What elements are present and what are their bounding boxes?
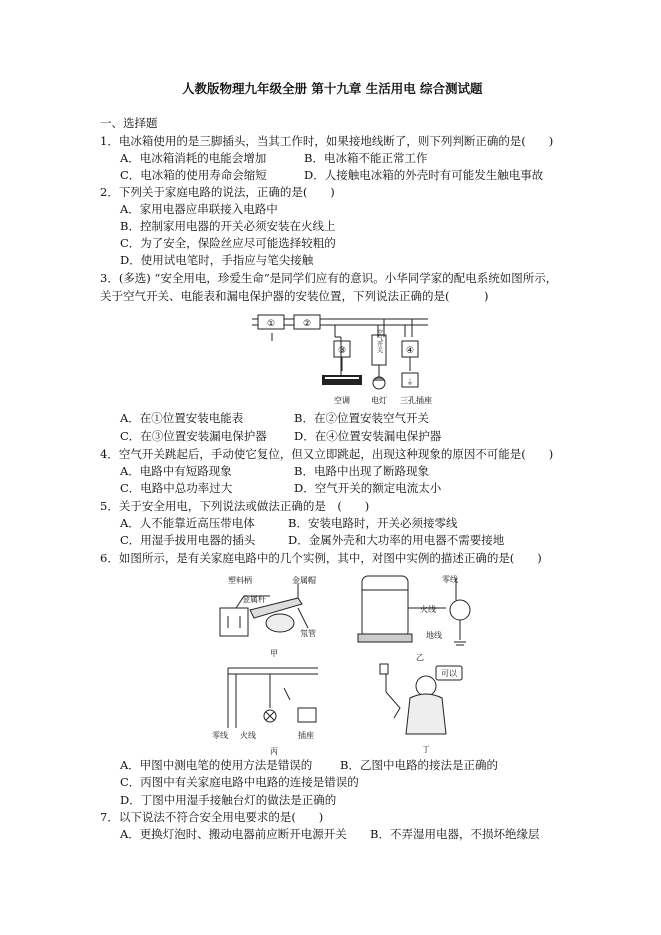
circle-2-label: ② xyxy=(302,319,312,329)
question-5-option-d: D．金属外壳和大功率的用电器不需要接地 xyxy=(288,533,505,547)
question-3-option-d: D．在④位置安装漏电保护器 xyxy=(294,429,442,443)
question-7-option-b: B．不弄湿用电器，不损坏绝缘层 xyxy=(370,827,540,841)
question-3-option-a: A．在①位置安装电能表 xyxy=(120,411,244,425)
jia-label-rod: 金属杆 xyxy=(242,595,266,604)
wall-socket xyxy=(220,608,248,636)
question-1-option-c: C．电冰箱的使用寿命会缩短 xyxy=(120,168,267,182)
air-conditioner-icon xyxy=(322,375,362,385)
question-2-option-b: B．控制家用电器的开关必须安装在火线上 xyxy=(120,219,336,233)
yi-label-ground: 地线 xyxy=(426,631,442,640)
bing-caption: 丙 xyxy=(270,747,278,756)
figure3-label-ac: 空调 xyxy=(334,396,350,405)
distribution-system-figure xyxy=(250,309,450,409)
question-5-option-c: C．用湿手拔用电器的插头 xyxy=(120,533,256,547)
question-2-option-a: A．家用电器应串联接入电路中 xyxy=(120,202,278,216)
jia-label-cap: 金属帽 xyxy=(292,576,316,585)
section-heading: 一、选择题 xyxy=(100,116,158,130)
question-2-option-d: D．使用试电笔时，手指应与笔尖接触 xyxy=(120,253,314,267)
page-title: 人教版物理九年级全册 第十九章 生活用电 综合测试题 xyxy=(182,81,483,96)
jia-label-neon: 氖管 xyxy=(300,629,316,638)
yi-label-neutral: 零线 xyxy=(442,575,458,584)
jia-label-handle: 塑料柄 xyxy=(228,576,252,585)
question-2-stem: 2．下列关于家庭电路的说法，正确的是( ) xyxy=(100,185,335,199)
question-7-option-a: A．更换灯泡时、搬动电器前应断开电源开关 xyxy=(120,827,347,841)
question-5-option-b: B．安装电路时，开关必须接零线 xyxy=(288,516,458,530)
circle-3-label: ③ xyxy=(337,346,347,356)
question-6-option-d: D．丁图中用湿手接触台灯的做法是正确的 xyxy=(120,793,337,807)
question-4-option-d: D．空气开关的额定电流太小 xyxy=(294,481,442,495)
question-1-stem: 1．电冰箱使用的是三脚插头，当其工作时，如果接地线断了，则下列判断正确的是( ) xyxy=(100,134,554,148)
air-switch-label: 空气开关 xyxy=(375,329,383,353)
question-3-option-b: B．在②位置安装空气开关 xyxy=(294,411,429,425)
bing-label-neutral: 零线 xyxy=(212,731,228,740)
bing-socket xyxy=(298,708,316,722)
question-4-option-b: B．电路中出现了断路现象 xyxy=(294,464,429,478)
question-6-option-b: B．乙图中电路的接法是正确的 xyxy=(340,758,498,772)
kettle-body xyxy=(362,576,408,638)
bing-label-live: 火线 xyxy=(240,731,256,740)
question-5-stem: 5．关于安全用电，下列说法或做法正确的是 ( ) xyxy=(100,499,370,513)
yi-caption: 乙 xyxy=(416,653,424,662)
person-head xyxy=(416,676,436,696)
jia-caption: 甲 xyxy=(270,649,278,658)
yi-socket xyxy=(450,600,470,620)
question-1-option-d: D．人接触电冰箱的外壳时有可能发生触电事故 xyxy=(304,168,544,182)
yi-label-live: 火线 xyxy=(420,605,436,614)
desk-lamp xyxy=(386,692,400,718)
question-5-option-a: A．人不能靠近高压带电体 xyxy=(120,516,255,530)
question-4-stem: 4．空气开关跳起后，手动使它复位，但又立即跳起，出现这种现象的原因不可能是( ) xyxy=(100,447,554,461)
question-3-stem: 3．(多选) “安全用电，珍爱生命”是同学们应有的意识。小华同学家的配电系统如图所示， xyxy=(100,271,558,285)
question-1-option-a: A．电冰箱消耗的电能会增加 xyxy=(120,151,267,165)
bing-label-socket: 插座 xyxy=(298,731,314,740)
figure3-label-socket: 三孔插座 xyxy=(400,396,432,405)
question-1-option-b: B．电冰箱不能正常工作 xyxy=(304,151,428,165)
question-7-stem: 7．以下说法不符合安全用电要求的是( ) xyxy=(100,810,324,824)
household-circuit-figure xyxy=(210,568,490,758)
question-4-option-a: A．电路中有短路现象 xyxy=(120,464,232,478)
question-6-option-a: A．甲图中测电笔的使用方法是错误的 xyxy=(120,758,313,772)
ding-bubble-text: 可以 xyxy=(441,669,457,678)
circle-4-label: ④ xyxy=(405,346,415,356)
question-6-option-c: C．丙图中有关家庭电路中电路的连接是错误的 xyxy=(120,775,359,789)
question-3-stem-line2: 关于空气开关、电能表和漏电保护器的安装位置，下列说法正确的是( ) xyxy=(100,289,489,303)
question-6-stem: 6．如图所示，是有关家庭电路中的几个实例，其中，对图中实例的描述正确的是( ) xyxy=(100,551,542,565)
question-3-option-c: C．在③位置安装漏电保护器 xyxy=(120,429,267,443)
hand-icon xyxy=(266,614,294,632)
figure3-label-lamp: 电灯 xyxy=(371,396,387,405)
circle-1-label: ① xyxy=(266,319,276,329)
svg-text:⏚: ⏚ xyxy=(406,378,414,386)
question-4-option-c: C．电路中总功率过大 xyxy=(120,481,233,495)
question-2-option-c: C．为了安全，保险丝应尽可能选择较粗的 xyxy=(120,236,336,250)
ding-caption: 丁 xyxy=(422,745,430,754)
